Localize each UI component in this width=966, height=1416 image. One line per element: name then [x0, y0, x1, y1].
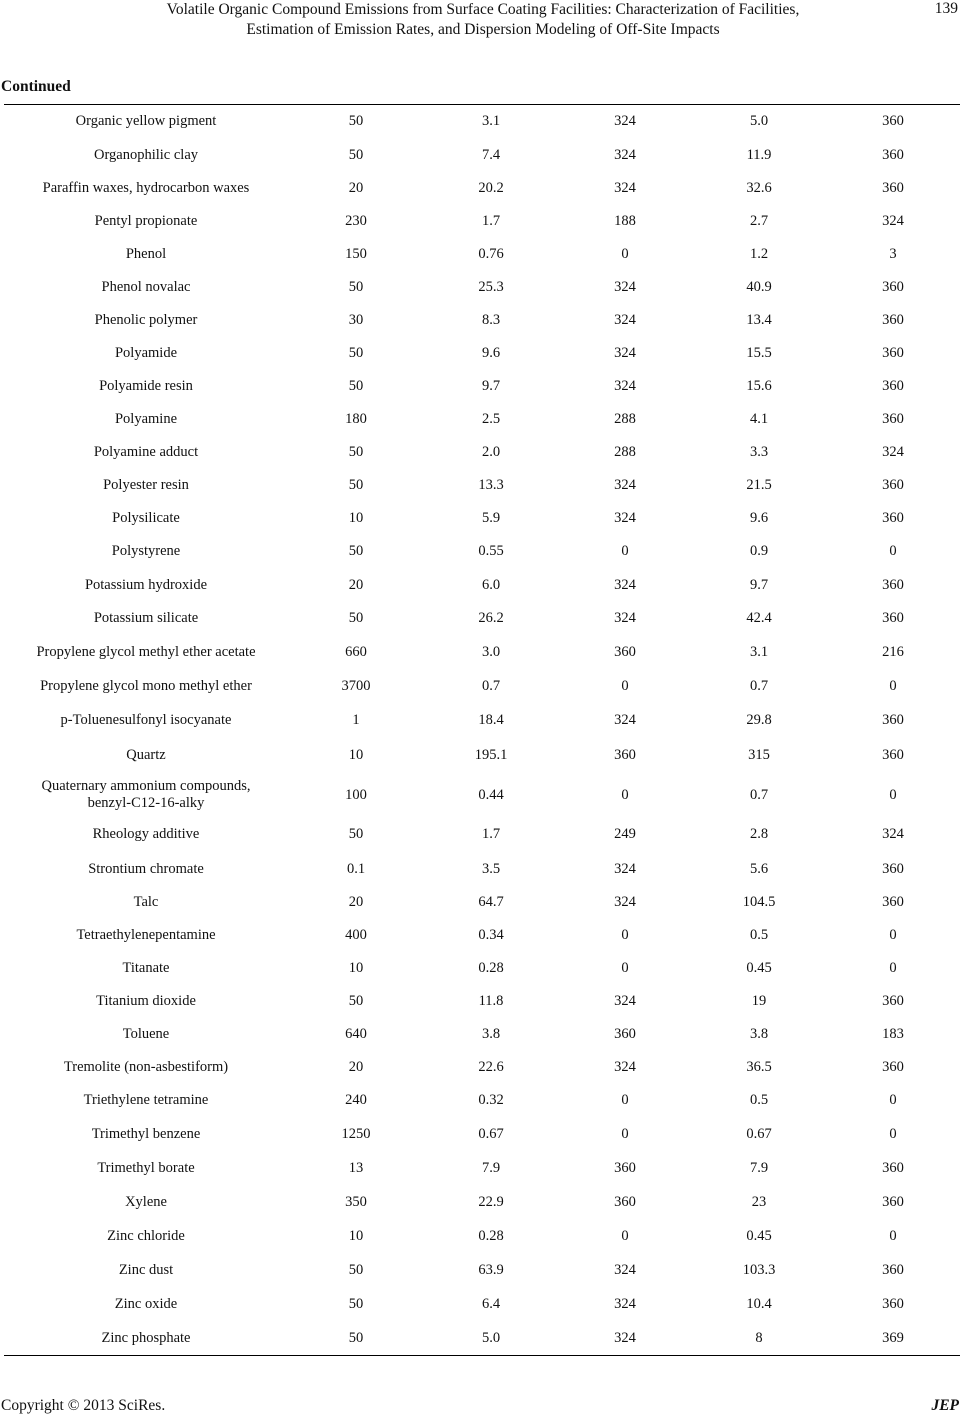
table-cell-compound: Polyamide	[114, 344, 178, 361]
table-row	[0, 436, 966, 469]
running-head	[0, 0, 966, 44]
table-cell-value: 0	[621, 959, 629, 976]
table-caption: Continued	[1, 78, 71, 95]
table-cell-value: 40.9	[746, 278, 772, 295]
table-cell-value: 0	[621, 543, 629, 560]
table-cell-value: 288	[614, 410, 636, 427]
table-cell-value: 324	[614, 509, 636, 526]
table-cell-value: 2.0	[481, 443, 501, 460]
table-row	[0, 370, 966, 403]
table-row	[0, 337, 966, 370]
table-cell-value: 22.9	[478, 1193, 504, 1210]
table-cell-value: 0.32	[478, 1091, 504, 1108]
table-cell-value: 0.9	[749, 543, 769, 560]
table-cell-value: 50	[348, 443, 364, 460]
table-cell-compound: Organic yellow pigment	[75, 113, 217, 130]
table-cell-value: 360	[882, 377, 904, 394]
table-row	[0, 635, 966, 669]
table-cell-value: 240	[345, 1091, 367, 1108]
table-cell-value: 360	[882, 1295, 904, 1312]
table-cell-value: 0.28	[478, 1227, 504, 1244]
table-cell-value: 0	[889, 1227, 897, 1244]
table-cell-compound: Xylene	[125, 1193, 167, 1210]
table-cell-value: 7.4	[481, 146, 501, 163]
table-cell-value: 360	[882, 278, 904, 295]
table-cell-value: 324	[614, 344, 636, 361]
table-row	[0, 535, 966, 569]
table-cell-value: 2.8	[749, 825, 769, 842]
table-cell-compound: Tremolite (non-asbestiform)	[63, 1058, 229, 1075]
table-cell-compound: Trimethyl borate	[97, 1159, 195, 1176]
table-cell-value: 288	[614, 443, 636, 460]
table-cell-value: 360	[882, 1159, 904, 1176]
table-cell-compound: Organophilic clay	[93, 146, 199, 163]
table-cell-value: 640	[345, 1025, 367, 1042]
table-cell-value: 9.7	[749, 576, 769, 593]
table-cell-value: 360	[614, 747, 636, 764]
table-cell-value: 324	[614, 1058, 636, 1075]
table-cell-value: 3.3	[749, 443, 769, 460]
table-cell-value: 324	[614, 711, 636, 728]
table-cell-value: 50	[348, 344, 364, 361]
table-cell-value: 360	[882, 576, 904, 593]
table-cell-value: 324	[614, 311, 636, 328]
table-cell-value: 0.44	[478, 786, 504, 803]
table-cell-value: 50	[348, 543, 364, 560]
table-cell-value: 20	[348, 576, 364, 593]
table-cell-value: 0.5	[749, 926, 769, 943]
table-cell-value: 50	[348, 1329, 364, 1346]
table-cell-compound: Toluene	[122, 1025, 170, 1042]
table-row	[0, 985, 966, 1018]
table-cell-value: 50	[348, 825, 364, 842]
table-cell-value: 10.4	[746, 1295, 772, 1312]
table-cell-value: 13.4	[746, 311, 772, 328]
table-row	[0, 304, 966, 337]
table-cell-value: 0.67	[478, 1125, 504, 1142]
table-cell-value: 324	[614, 893, 636, 910]
table-cell-value: 5.6	[749, 860, 769, 877]
table-cell-value: 0	[621, 245, 629, 262]
table-row	[0, 403, 966, 436]
table-cell-value: 50	[348, 609, 364, 626]
table-cell-compound: Polyester resin	[103, 476, 189, 493]
table-cell-value: 15.6	[746, 377, 772, 394]
table-cell-compound: Polyamine	[114, 410, 178, 427]
table-cell-value: 0.7	[749, 677, 769, 694]
table-cell-value: 25.3	[478, 278, 504, 295]
table-cell-value: 0.5	[749, 1091, 769, 1108]
running-head-title-line-2: Estimation of Emission Rates, and Dispersion Modeling of Off-Site Impacts	[246, 21, 720, 38]
table-cell-value: 9.6	[481, 344, 501, 361]
table-cell-value: 0.67	[746, 1125, 772, 1142]
table-cell-compound: Propylene glycol mono methyl ether	[40, 677, 252, 694]
table-cell-compound: Zinc chloride	[107, 1227, 185, 1244]
table-cell-value: 0	[621, 1091, 629, 1108]
table-cell-value: 360	[882, 344, 904, 361]
table-cell-value: 360	[882, 860, 904, 877]
table-cell-value: 13.3	[478, 476, 504, 493]
table-cell-value: 6.0	[481, 576, 501, 593]
table-cell-value: 36.5	[746, 1058, 772, 1075]
table-row	[0, 1117, 966, 1151]
table-cell-compound: Polystyrene	[111, 543, 181, 560]
table-cell-value: 360	[882, 311, 904, 328]
table-cell-value: 2.5	[481, 410, 501, 427]
table-cell-value: 1.7	[481, 212, 501, 229]
table-cell-value: 0	[621, 1125, 629, 1142]
table-cell-compound: Zinc phosphate	[101, 1329, 191, 1346]
table-cell-value: 3.8	[749, 1025, 769, 1042]
table-cell-value: 13	[348, 1159, 364, 1176]
table-row	[0, 952, 966, 985]
table-cell-value: 0	[621, 926, 629, 943]
table-row	[0, 703, 966, 737]
table-cell-value: 0.1	[346, 860, 366, 877]
table-cell-value: 324	[614, 113, 636, 130]
table-cell-value: 324	[614, 1261, 636, 1278]
table-cell-compound: Zinc oxide	[114, 1295, 178, 1312]
table-cell-value: 230	[345, 212, 367, 229]
table-cell-value: 50	[348, 1295, 364, 1312]
table-cell-value: 50	[348, 476, 364, 493]
table-row	[0, 1185, 966, 1219]
table-cell-value: 0.45	[746, 1227, 772, 1244]
table-cell-value: 20	[348, 1058, 364, 1075]
table-row	[0, 737, 966, 775]
table-cell-value: 360	[614, 1025, 636, 1042]
table-cell-value: 10	[348, 1227, 364, 1244]
table-cell-value: 360	[882, 992, 904, 1009]
table-cell-value: 324	[882, 443, 904, 460]
table-cell-value: 3700	[341, 677, 371, 694]
table-cell-value: 360	[882, 1261, 904, 1278]
table-cell-value: 0	[621, 677, 629, 694]
table-cell-value: 188	[614, 212, 636, 229]
table-cell-value: 23	[751, 1193, 767, 1210]
table-cell-value: 50	[348, 992, 364, 1009]
table-cell-value: 5.0	[481, 1329, 501, 1346]
table-row	[0, 1018, 966, 1051]
page-number: 139	[934, 0, 958, 17]
table-cell-value: 360	[882, 146, 904, 163]
table-cell-compound: Titanate	[122, 959, 170, 976]
table-cell-value: 0.34	[478, 926, 504, 943]
table-cell-value: 9.6	[749, 509, 769, 526]
table-cell-value: 1.2	[749, 245, 769, 262]
table-row	[0, 1287, 966, 1321]
table-cell-compound: Phenolic polymer	[94, 311, 198, 328]
table-cell-compound: Polyamide resin	[99, 377, 193, 394]
table-cell-compound: Pentyl propionate	[94, 212, 198, 229]
table-cell-value: 11.8	[478, 992, 504, 1009]
table-row	[0, 1051, 966, 1084]
table-cell-value: 324	[614, 1329, 636, 1346]
table-cell-value: 360	[882, 893, 904, 910]
table-row	[0, 105, 966, 139]
table-cell-value: 183	[882, 1025, 904, 1042]
table-cell-value: 8	[755, 1329, 763, 1346]
table-row	[0, 502, 966, 536]
table-cell-value: 324	[614, 576, 636, 593]
table-cell-value: 360	[882, 509, 904, 526]
table-cell-value: 0	[889, 1091, 897, 1108]
table-cell-value: 22.6	[478, 1058, 504, 1075]
table-cell-value: 216	[882, 643, 904, 660]
table-cell-value: 324	[882, 825, 904, 842]
table-cell-value: 1.7	[481, 825, 501, 842]
table-cell-value: 42.4	[746, 609, 772, 626]
table-row	[0, 775, 966, 816]
table-cell-value: 10	[348, 959, 364, 976]
table-cell-value: 360	[882, 609, 904, 626]
table-cell-compound: Potassium hydroxide	[84, 576, 208, 593]
table-cell-value: 195.1	[474, 747, 508, 764]
table-cell-value: 50	[348, 1261, 364, 1278]
table-row	[0, 469, 966, 502]
table-cell-value: 10	[348, 747, 364, 764]
table-cell-value: 103.3	[742, 1261, 776, 1278]
table-cell-compound: Paraffin waxes, hydrocarbon waxes	[42, 179, 250, 196]
table-cell-value: 660	[345, 643, 367, 660]
table-cell-compound: Triethylene tetramine	[83, 1091, 209, 1108]
table-cell-value: 7.9	[481, 1159, 501, 1176]
table-cell-value: 18.4	[478, 711, 504, 728]
table-cell-compound: Quartz	[126, 747, 166, 764]
table-cell-value: 0	[889, 543, 897, 560]
table-row	[0, 1151, 966, 1185]
table-cell-value: 0.7	[481, 677, 501, 694]
table-row	[0, 1219, 966, 1253]
table-cell-value: 3.1	[481, 113, 501, 130]
table-cell-compound: Titanium dioxide	[96, 992, 196, 1009]
table-cell-value: 360	[614, 1193, 636, 1210]
table-cell-value: 360	[614, 643, 636, 660]
table-cell-value: 180	[345, 410, 367, 427]
table-cell-value: 360	[882, 410, 904, 427]
table-row	[0, 139, 966, 172]
table-cell-value: 0.28	[478, 959, 504, 976]
table-cell-value: 64.7	[478, 893, 504, 910]
table-cell-value: 324	[614, 278, 636, 295]
table-cell-value: 324	[614, 146, 636, 163]
table-cell-compound: Polyamine adduct	[93, 443, 199, 460]
table-cell-value: 19	[751, 992, 767, 1009]
table-cell-value: 50	[348, 278, 364, 295]
table-cell-value: 0.55	[478, 543, 504, 560]
table-cell-value: 324	[614, 860, 636, 877]
table-cell-value: 9.7	[481, 377, 501, 394]
table-row	[0, 816, 966, 853]
table-cell-value: 6.4	[481, 1295, 501, 1312]
table-cell-value: 20	[348, 893, 364, 910]
table-cell-value: 15.5	[746, 344, 772, 361]
table-cell-compound: Talc	[133, 893, 159, 910]
table-cell-value: 50	[348, 113, 364, 130]
table-cell-value: 0	[889, 926, 897, 943]
table-cell-value: 249	[614, 825, 636, 842]
table-cell-value: 3.0	[481, 643, 501, 660]
table-cell-value: 26.2	[478, 609, 504, 626]
table-cell-value: 360	[882, 113, 904, 130]
table-cell-value: 5.0	[749, 113, 769, 130]
table-cell-value: 0.7	[749, 786, 769, 803]
table-bottom-rule	[4, 1355, 960, 1356]
table-cell-value: 1250	[341, 1125, 371, 1142]
table-row	[0, 853, 966, 886]
table-cell-value: 369	[882, 1329, 904, 1346]
table-cell-value: 50	[348, 377, 364, 394]
table-cell-value: 324	[614, 609, 636, 626]
table-row	[0, 919, 966, 952]
table-cell-compound: Potassium silicate	[93, 609, 199, 626]
table-cell-value: 5.9	[481, 509, 501, 526]
table-row	[0, 569, 966, 602]
table-cell-value: 32.6	[746, 179, 772, 196]
table-cell-value: 360	[882, 747, 904, 764]
running-head-title-line-1: Volatile Organic Compound Emissions from Surface Coating Facilities: Characterization of Facilities,	[166, 1, 800, 18]
table-row	[0, 205, 966, 238]
table-cell-compound: Strontium chromate	[88, 860, 204, 877]
table-cell-value: 0.45	[746, 959, 772, 976]
table-row	[0, 238, 966, 271]
table-row	[0, 886, 966, 919]
table-cell-value: 324	[614, 179, 636, 196]
table-cell-value: 315	[748, 747, 770, 764]
table-cell-compound: Phenol novalac	[101, 278, 191, 295]
table-cell-value: 20	[348, 179, 364, 196]
table-cell-compound: Rheology additive	[92, 825, 200, 842]
table-cell-value: 0	[621, 786, 629, 803]
table-cell-value: 11.9	[746, 146, 772, 163]
table-cell-compound: Propylene glycol methyl ether acetate	[36, 643, 256, 660]
table-cell-value: 8.3	[481, 311, 501, 328]
footer-journal: JEP	[931, 1397, 959, 1414]
table-cell-value: 0	[889, 786, 897, 803]
table-row	[0, 172, 966, 205]
table-cell-value: 4.1	[749, 410, 769, 427]
table-cell-value: 3.8	[481, 1025, 501, 1042]
table-cell-value: 21.5	[746, 476, 772, 493]
table-row	[0, 669, 966, 703]
table-cell-value: 3.5	[481, 860, 501, 877]
table-row	[0, 271, 966, 304]
table-cell-value: 63.9	[478, 1261, 504, 1278]
table-cell-compound: Polysilicate	[112, 509, 180, 526]
table-cell-value: 324	[614, 992, 636, 1009]
table-cell-value: 360	[882, 1193, 904, 1210]
table-cell-value: 150	[345, 245, 367, 262]
table-cell-value: 360	[882, 711, 904, 728]
table-cell-value: 360	[882, 476, 904, 493]
table-cell-value: 324	[882, 212, 904, 229]
table-cell-value: 360	[882, 179, 904, 196]
table-cell-value: 29.8	[746, 711, 772, 728]
table-row	[0, 1321, 966, 1355]
table-cell-value: 3	[889, 245, 897, 262]
table-cell-value: 324	[614, 1295, 636, 1312]
table-cell-value: 7.9	[749, 1159, 769, 1176]
table-cell-value: 10	[348, 509, 364, 526]
table-cell-compound: Tetraethylenepentamine	[76, 926, 216, 943]
table-cell-value: 100	[345, 786, 367, 803]
table-cell-value: 1	[352, 711, 360, 728]
table-cell-compound: p-Toluenesulfonyl isocyanate	[60, 711, 232, 728]
table-cell-value: 324	[614, 377, 636, 394]
table-cell-value: 400	[345, 926, 367, 943]
table-cell-value: 3.1	[749, 643, 769, 660]
table-cell-value: 20.2	[478, 179, 504, 196]
table-cell-value: 350	[345, 1193, 367, 1210]
table-cell-compound: Quaternary ammonium compounds, benzyl-C12-16-alky	[41, 778, 251, 811]
table-cell-compound: Phenol	[125, 245, 167, 262]
table-cell-value: 360	[882, 1058, 904, 1075]
table-cell-value: 324	[614, 476, 636, 493]
table-cell-value: 30	[348, 311, 364, 328]
table-cell-value: 2.7	[749, 212, 769, 229]
table-cell-compound: Trimethyl benzene	[91, 1125, 201, 1142]
table-row	[0, 602, 966, 636]
table-cell-value: 0	[621, 1227, 629, 1244]
table-row	[0, 1253, 966, 1287]
table-cell-value: 0	[889, 677, 897, 694]
table-cell-value: 0.76	[478, 245, 504, 262]
footer-copyright: Copyright © 2013 SciRes.	[1, 1397, 166, 1414]
table-cell-compound: Zinc dust	[118, 1261, 174, 1278]
table-cell-value: 0	[889, 1125, 897, 1142]
table-cell-value: 104.5	[742, 893, 776, 910]
table-cell-value: 50	[348, 146, 364, 163]
table-row	[0, 1084, 966, 1118]
table-cell-value: 0	[889, 959, 897, 976]
table-cell-value: 360	[614, 1159, 636, 1176]
